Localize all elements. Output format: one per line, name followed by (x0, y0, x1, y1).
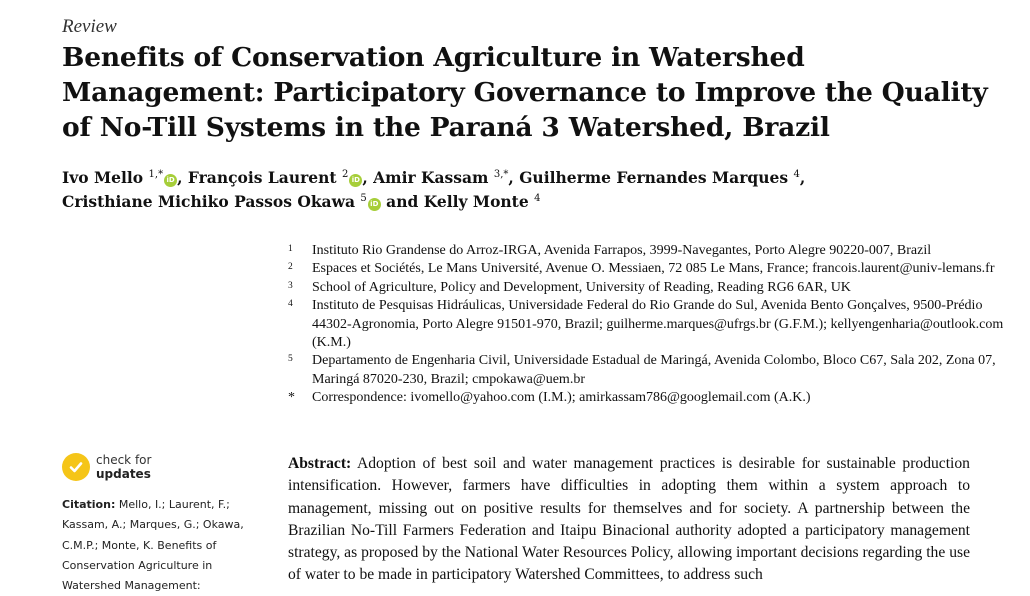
check-for-updates-badge[interactable] (62, 453, 151, 481)
author-affil-sup: 5 (360, 192, 367, 204)
correspondence-item (288, 389, 1008, 407)
orcid-icon[interactable]: iD (349, 174, 362, 187)
author-name[interactable]: Ivo Mello (62, 168, 144, 187)
author-name[interactable]: François Laurent (187, 168, 337, 187)
affiliation-number: 5 (288, 354, 293, 365)
author-affil-sup: 4 (793, 168, 800, 180)
author-list: Ivo Mello $^{1,*}$iD , François Laurent $^2$iD , Amir Kassam $^{3,*}$, Guilherme Fernandes Marques $^4$, Cristhiane Michiko Passos Okawa $^5$iD and Kelly Monte $^4$ (62, 168, 806, 211)
orcid-icon[interactable]: iD (368, 198, 381, 211)
affiliation-number: 1 (288, 244, 293, 254)
author-affil-sup: 2 (341, 168, 349, 180)
check-updates-icon (62, 453, 90, 481)
abstract-text: Adoption of best soil and water management practices is desirable for sustainable production intensification. However, farmers have difficulties in adopting them within a system approach to management, missing out on positive results for themselves and for society. A partnership between the Brazilian No-Till Farmers Federation and Itaipu Binacional authority adopted a participatory management strategy, as proposed by the National Water Resources Policy, allowing important decisions regarding the use of water to be made in participatory Watershed Committees, to address such (288, 455, 970, 584)
author-affil-sup: 3,* (493, 168, 509, 180)
affiliation-item (288, 260, 1008, 278)
affiliation-text: Instituto Rio Grandense do Arroz-IRGA, Avenida Farrapos, 3999-Navegantes, Porto Alegre 90220-007, Brazil (312, 243, 932, 258)
author-name[interactable]: Amir Kassam (373, 168, 489, 187)
citation-label: Citation: (62, 498, 116, 511)
affiliation-item (288, 279, 1008, 297)
affiliation-text: School of Agriculture, Policy and Development, University of Reading, Reading RG6 6AR, UK (312, 279, 851, 295)
affiliation-text: Espaces et Sociétés, Le Mans Université, Avenue O. Messiaen, 72 085 Le Mans, France; francois.laurent@univ-lemans.fr (312, 261, 995, 277)
affiliation-item (288, 242, 1008, 260)
affiliations (288, 242, 1008, 408)
abstract-block (288, 453, 970, 587)
affiliation-item (288, 352, 1008, 389)
author-name[interactable]: Guilherme Fernandes Marques (519, 168, 789, 187)
orcid-icon[interactable]: iD (164, 174, 177, 187)
article-type: Review (62, 16, 117, 37)
abstract-label: Abstract: (288, 455, 352, 472)
correspondence-text: Correspondence: ivomello@yahoo.com (I.M.); amirkassam786@googlemail.com (A.K.) (312, 390, 811, 406)
affiliation-number: 4 (288, 299, 293, 310)
affiliation-text: Departamento de Engenharia Civil, Universidade Estadual de Maringá, Avenida Colombo, Bloco C67, Sala 202, Zona 07, Maringá 87020-230, Brazil; cmpokawa@uem.br (312, 353, 996, 387)
paper-title: Benefits of Conservation Agriculture in Watershed Management: Participatory Governance to Improve the Quality of No-Till Systems in the Paraná 3 Watershed, Brazil (62, 42, 988, 143)
check-updates-line1: check for (96, 453, 152, 467)
affiliation-number: 3 (288, 280, 293, 291)
affiliation-text: Instituto de Pesquisas Hidráulicas, Universidade Federal do Rio Grande do Sul, Avenida Bento Gonçalves, 9500-Prédio 44302-Agronomia, Porto Alegre 91501-970, Brazil; guilherme.marques@ufrgs.br (G.F.M.); kellyengenharia@outlook.com (K.M.) (312, 298, 1004, 351)
check-updates-line2: updates (96, 467, 151, 481)
author-name[interactable]: Cristhiane Michiko Passos Okawa (62, 192, 355, 211)
citation-block (62, 495, 262, 596)
affiliation-item (288, 297, 1008, 352)
author-affil-sup: 4 (534, 192, 541, 204)
author-name[interactable]: Kelly Monte (423, 192, 529, 211)
author-affil-sup: 1,* (148, 168, 164, 180)
correspondence-marker: * (288, 390, 295, 406)
affiliation-number: 2 (288, 262, 293, 273)
citation-text: Mello, I.; Laurent, F.; Kassam, A.; Marques, G.; Okawa, C.M.P.; Monte, K. Benefits of Conservation Agriculture in Watershed Management: (62, 498, 244, 593)
